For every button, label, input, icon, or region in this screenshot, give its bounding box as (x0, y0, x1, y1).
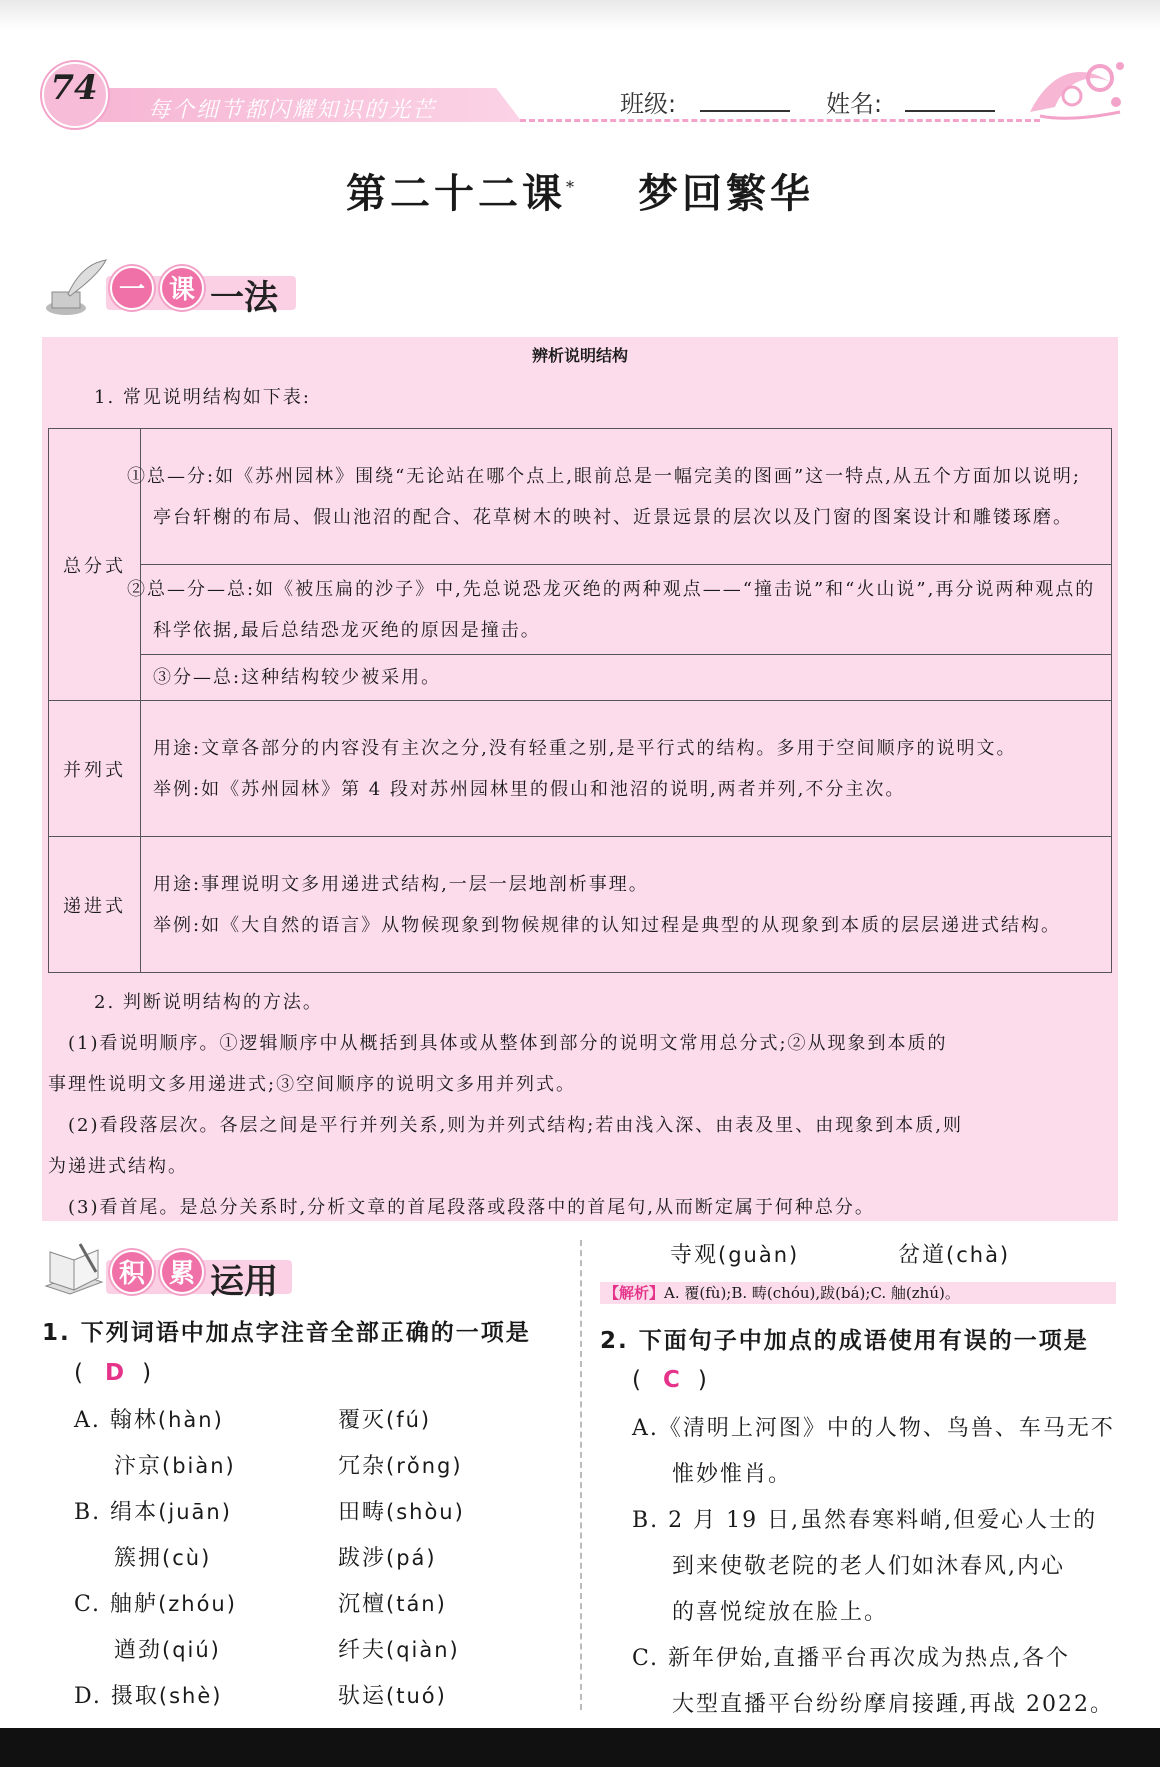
analysis-text: A. 覆(fù);B. 畴(chóu),跋(bá);C. 舳(zhú)。 (664, 1284, 960, 1302)
option-a-row-2 (114, 1449, 236, 1480)
word: 田畴 (338, 1500, 387, 1525)
table-row (49, 837, 1112, 973)
class-label: 班级: (620, 90, 677, 118)
table-cell: ①总—分:如《苏州园林》围绕“无论站在哪个点上,眼前总是一幅完美的图画”这一特点,从五个方面加以说明;亭台轩榭的布局、假山池沼的配合、花草树木的映衬、近景远景的层次以及门窗的图案设计和雕镂琢磨。 (141, 429, 1112, 565)
pinyin: (qiú) (162, 1638, 221, 1662)
option-d-row-1 (74, 1679, 222, 1710)
usage-text: 用途:文章各部分的内容没有主次之分,没有轻重之别,是平行式的结构。多用于空间顺序的说明文。 (153, 737, 1017, 759)
pinyin: (rǒng) (386, 1454, 463, 1478)
option-b-row-2b (338, 1541, 437, 1572)
option-label: C. (74, 1592, 102, 1617)
slogan: 每个细节都闪耀知识的光芒 (148, 98, 437, 123)
q2-option-a-line-2: 惟妙惟肖。 (672, 1462, 793, 1487)
row-label-binglie: 并列式 (49, 701, 141, 837)
pinyin: (chà) (946, 1243, 1011, 1267)
method-1-line-a: (1)看说明顺序。①逻辑顺序中从概括到具体或从整体到部分的说明文常用总分式;②从现象到本质的 (68, 1033, 948, 1054)
word: 岔道 (898, 1243, 947, 1268)
method-box-title: 辨析说明结构 (531, 346, 628, 365)
analysis-bar (600, 1282, 1116, 1304)
word: 寺观 (670, 1243, 719, 1268)
option-a-row-1b (338, 1403, 431, 1434)
option-d-row-2 (670, 1238, 799, 1269)
pinyin: (hàn) (157, 1408, 224, 1432)
class-blank (700, 110, 790, 112)
example-text: 举例:如《苏州园林》第 4 段对苏州园林里的假山和池沼的说明,两者并列,不分主次。 (153, 778, 906, 800)
method-1-line-b: 事理性说明文多用递进式;③空间顺序的说明文多用并列式。 (48, 1074, 577, 1095)
answer-letter: C (662, 1367, 680, 1393)
table-cell: ②总—分—总:如《被压扁的沙子》中,先总说恐龙灭绝的两种观点——“撞击说”和“火山说”,再分说两种观点的科学依据,最后总结恐龙灭绝的原因是撞击。 (141, 565, 1112, 655)
lesson-title (0, 162, 1160, 219)
pinyin: (tán) (386, 1592, 447, 1616)
section-two-accumulate-apply (106, 1250, 292, 1302)
badge-char-1: 积 (110, 1250, 154, 1294)
pinyin: (juān) (158, 1500, 232, 1524)
table-row (49, 655, 1112, 701)
method-3-line: (3)看首尾。是总分关系时,分析文章的首尾段落或段落中的首尾句,从而断定属于何种总分。 (68, 1197, 875, 1218)
q2-option-a-line-1: A.《清明上河图》中的人物、鸟兽、车马无不 (632, 1416, 1115, 1441)
paren-open: ( (74, 1360, 83, 1386)
table-cell-group (141, 837, 1112, 973)
usage-text: 用途:事理说明文多用递进式结构,一层一层地剖析事理。 (153, 873, 649, 895)
paren-close: ) (142, 1360, 152, 1386)
pinyin: (qiàn) (386, 1638, 460, 1662)
option-c-row-1 (74, 1587, 237, 1618)
structure-table (48, 428, 1112, 973)
method-intro: 1. 常见说明结构如下表: (94, 387, 311, 408)
word: 翰林 (109, 1408, 158, 1433)
top-shadow (0, 0, 1160, 30)
pinyin: (shòu) (386, 1500, 465, 1524)
question-2-answer (632, 1367, 707, 1393)
option-c-row-2 (114, 1633, 221, 1664)
option-b-row-1 (74, 1495, 232, 1526)
word: 跋涉 (338, 1546, 387, 1571)
word: 舳舻 (110, 1592, 159, 1617)
q2-option-c-line-2: 大型直播平台纷纷摩肩接踵,再战 2022。 (672, 1692, 1114, 1717)
page-number: 74 (50, 68, 98, 108)
word: 遒劲 (114, 1638, 163, 1663)
word: 沉檀 (338, 1592, 387, 1617)
option-label: A. (74, 1408, 101, 1433)
pinyin: (zhóu) (158, 1592, 237, 1616)
question-1-answer (74, 1360, 151, 1386)
quill-pen-icon (40, 258, 110, 318)
flower-ornament-icon (1020, 52, 1130, 124)
table-cell-group (141, 701, 1112, 837)
option-label: D. (74, 1684, 102, 1709)
question-2-stem: 2. 下面句子中加点的成语使用有误的一项是 (600, 1328, 1089, 1354)
badge-char-1: 一 (110, 266, 154, 310)
row-label-zongfen: 总分式 (49, 429, 141, 701)
option-label: B. (74, 1500, 102, 1525)
option-c-row-2b (338, 1633, 460, 1664)
lesson-number: 第二十二课 (346, 170, 566, 217)
pinyin: (cù) (162, 1546, 212, 1570)
pinyin: (pá) (386, 1546, 437, 1570)
pinyin: (guàn) (718, 1243, 800, 1267)
lesson-subtitle: 梦回繁华 (638, 170, 814, 217)
table-row (49, 565, 1112, 655)
option-b-row-2 (114, 1541, 211, 1572)
method-2-line-a: (2)看段落层次。各层之间是平行并列关系,则为并列式结构;若由浅入深、由表及里、由现象到本质,则 (68, 1115, 964, 1136)
word: 纤夫 (338, 1638, 387, 1663)
option-d-row-2b (898, 1238, 1010, 1269)
name-label: 姓名: (826, 90, 883, 118)
word: 覆灭 (338, 1408, 387, 1433)
q2-option-b-line-3: 的喜悦绽放在脸上。 (672, 1600, 889, 1625)
badge-char-2: 累 (160, 1250, 204, 1294)
option-a-row-1 (74, 1403, 224, 1434)
badge-tail: 运用 (210, 1262, 278, 1302)
example-text: 举例:如《大自然的语言》从物候现象到物候规律的认知过程是典型的从现象到本质的层层递进式结构。 (153, 914, 1062, 936)
paren-close: ) (697, 1367, 707, 1393)
question-1-stem: 1. 下列词语中加点字注音全部正确的一项是 (42, 1320, 531, 1346)
q2-option-c-line-1: C. 新年伊始,直播平台再次成为热点,各个 (632, 1646, 1071, 1671)
option-d-row-1b (338, 1679, 447, 1710)
table-row (49, 701, 1112, 837)
name-blank (905, 110, 995, 112)
option-b-row-1b (338, 1495, 465, 1526)
badge-tail: 一法 (210, 278, 278, 318)
lesson-mark: * (566, 177, 578, 197)
table-cell: ③分—总:这种结构较少被采用。 (141, 655, 1112, 701)
pinyin: (shè) (158, 1684, 223, 1708)
analysis-tag: 【解析】 (604, 1284, 665, 1302)
header-dashed-line (520, 119, 1040, 122)
paren-open: ( (632, 1367, 641, 1393)
word: 冗杂 (338, 1454, 387, 1479)
table-row (49, 429, 1112, 565)
section-one-class-one-method (106, 266, 296, 318)
q2-option-b-line-1: B. 2 月 19 日,虽然春寒料峭,但爱心人士的 (632, 1508, 1098, 1533)
method-2-line-b: 为递进式结构。 (48, 1156, 188, 1177)
word: 驮运 (338, 1684, 387, 1709)
word: 摄取 (110, 1684, 159, 1709)
pinyin: (biàn) (162, 1454, 236, 1478)
pinyin: (tuó) (386, 1684, 447, 1708)
answer-letter: D (104, 1360, 125, 1386)
bottom-bar (0, 1728, 1160, 1767)
book-pen-icon (40, 1238, 110, 1298)
column-divider (580, 1240, 582, 1710)
word: 绢本 (110, 1500, 159, 1525)
row-label-dijin: 递进式 (49, 837, 141, 973)
word: 簇拥 (114, 1546, 163, 1571)
word: 汴京 (114, 1454, 163, 1479)
badge-char-2: 课 (160, 266, 204, 310)
option-c-row-1b (338, 1587, 447, 1618)
method-heading: 2. 判断说明结构的方法。 (94, 992, 323, 1013)
pinyin: (fú) (386, 1408, 432, 1432)
option-a-row-2b (338, 1449, 463, 1480)
q2-option-b-line-2: 到来使敬老院的老人们如沐春风,内心 (672, 1554, 1065, 1579)
